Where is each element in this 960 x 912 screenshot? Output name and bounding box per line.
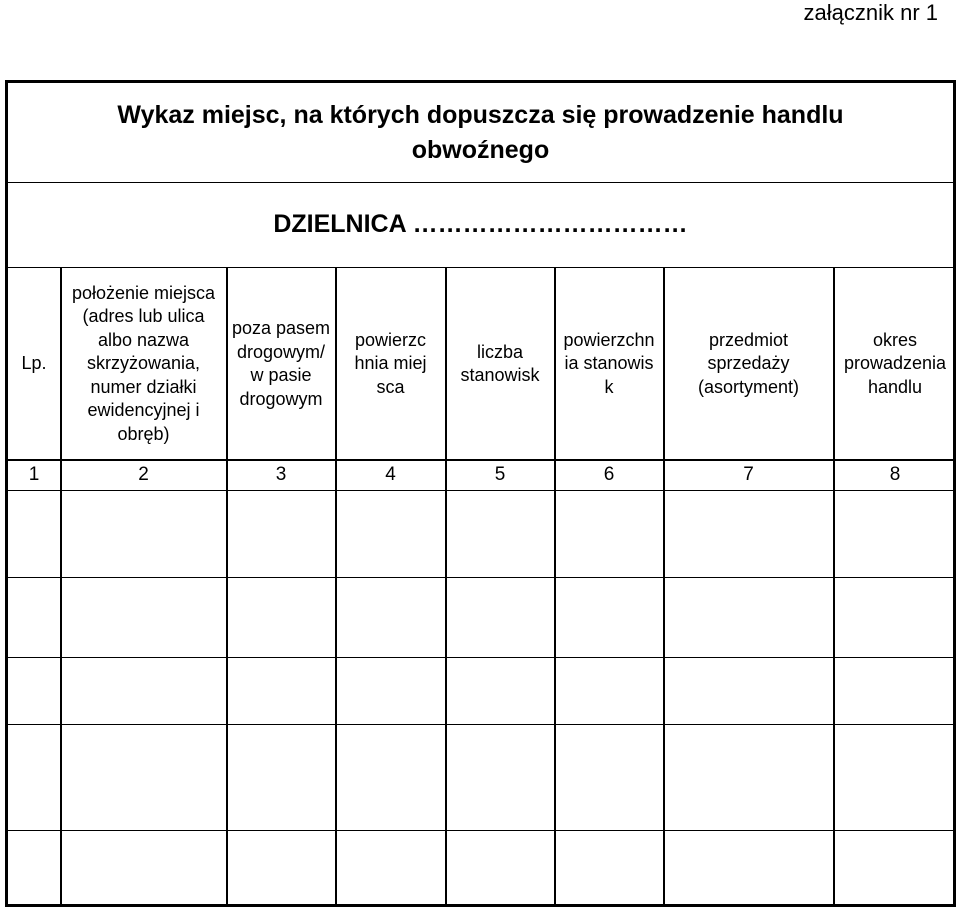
column-number: 1: [28, 464, 40, 485]
header-cell-goods: przedmiot sprzedaży (asortyment): [697, 329, 800, 397]
table-row: [8, 657, 953, 658]
column-number: 4: [385, 464, 396, 485]
column-number: 5: [494, 464, 506, 485]
page-title: [8, 98, 953, 168]
column-number: 3: [275, 464, 287, 485]
title-line-1: Wykaz miejsc, na których dopuszcza się prowadzenie handlu: [117, 101, 844, 129]
table-row: [8, 490, 953, 491]
column-number: 7: [743, 464, 754, 485]
header-cell-stall-count: liczba stanowisk: [460, 341, 540, 385]
table-row: [8, 724, 953, 725]
title-line-2: obwoźnego: [411, 136, 550, 164]
district-label: DZIELNICA ……………………………: [273, 210, 688, 238]
header-cell-lp: Lp.: [21, 353, 47, 374]
column-number: 8: [889, 464, 901, 485]
header-cell-period: okres prowadzenia handlu: [843, 329, 947, 397]
header-cell-location: położenie miejsca (adres lub ulica albo nazwa skrzyżowania, numer działki ewidencyjnej i obręb): [71, 282, 216, 444]
document-frame: [5, 80, 956, 907]
header-cell-road-lane: poza pasem drogowym/ w pasie drogowym: [231, 318, 331, 409]
column-number: 6: [603, 464, 615, 485]
table-row: [8, 830, 953, 831]
column-number: 2: [138, 464, 149, 485]
table-top-border: [8, 267, 953, 268]
table-row: [8, 577, 953, 578]
header-cell-area: powierzchnia miejsca: [354, 329, 427, 397]
annex-label: załącznik nr 1: [803, 0, 938, 25]
header-cell-stall-area: powierzchnia stanowisk: [563, 329, 655, 397]
title-divider: [8, 182, 953, 183]
